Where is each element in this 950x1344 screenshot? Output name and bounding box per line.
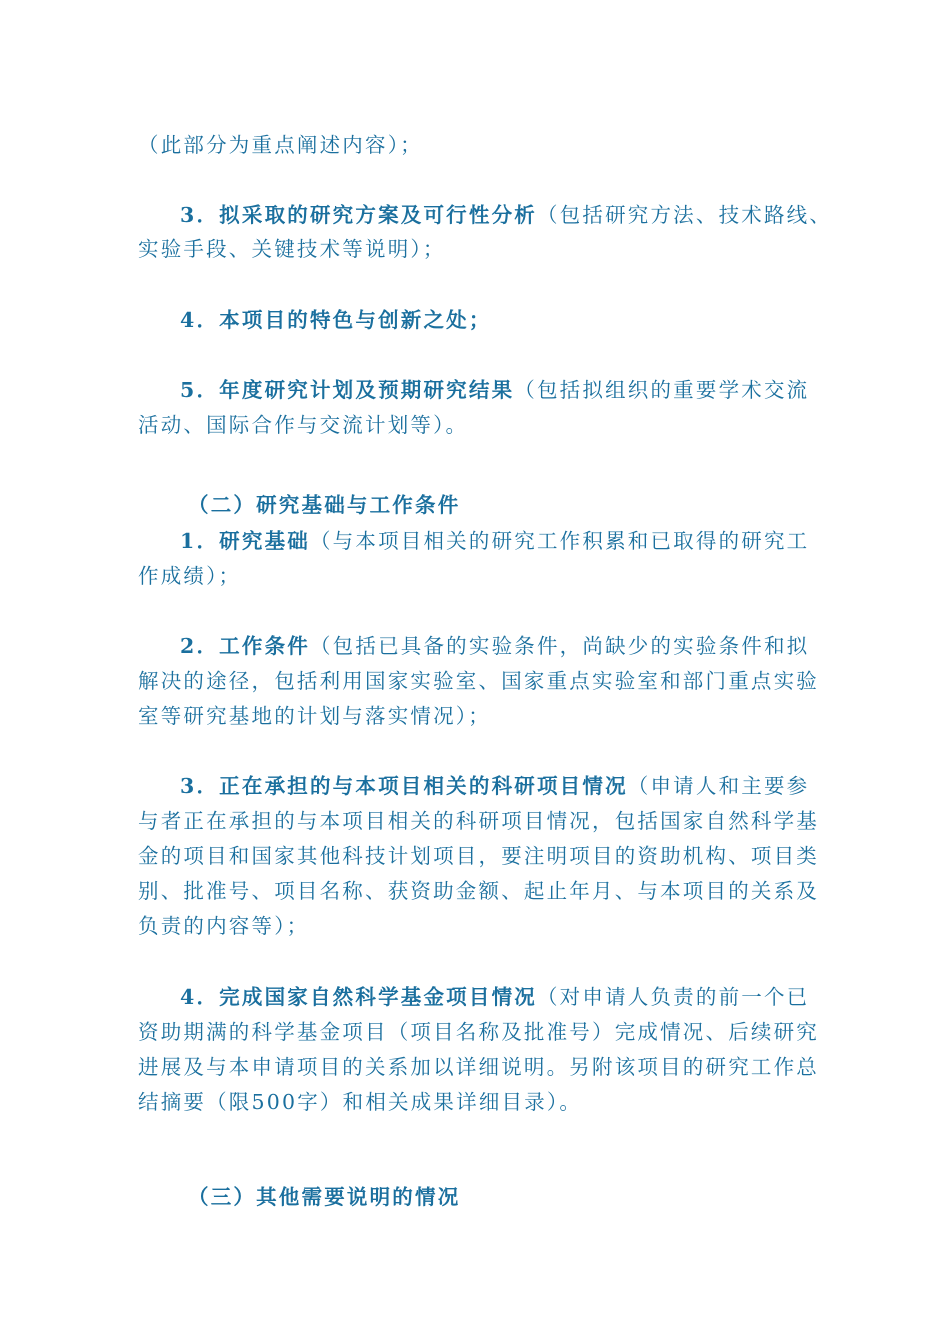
text-line: 别、批准号、项目名称、获资助金额、起止年月、与本项目的关系及 bbox=[138, 879, 819, 903]
text-line: 解决的途径，包括利用国家实验室、国家重点实验室和部门重点实验 bbox=[138, 669, 819, 693]
basis-1-desc: （与本项目相关的研究工作积累和已取得的研究工 bbox=[309, 529, 810, 553]
basis-3-heading: 3．正在承担的与本项目相关的科研项目情况 bbox=[180, 774, 628, 798]
item-5-line bbox=[180, 373, 822, 407]
item-4-heading: 4．本项目的特色与创新之处； bbox=[180, 308, 492, 332]
item-3-heading: 3．拟采取的研究方案及可行性分析 bbox=[180, 203, 537, 227]
text-line: 资助期满的科学基金项目（项目名称及批准号）完成情况、后续研究 bbox=[138, 1020, 819, 1044]
text-line: （此部分为重点阐述内容）； bbox=[138, 133, 423, 157]
text-line: 作成绩）； bbox=[138, 564, 242, 588]
basis-1-line bbox=[180, 524, 822, 558]
text-line: 与者正在承担的与本项目相关的科研项目情况，包括国家自然科学基 bbox=[138, 809, 819, 833]
basis-2-heading: 2．工作条件 bbox=[180, 634, 310, 658]
basis-3-desc: （申请人和主要参 bbox=[627, 774, 810, 798]
item-5-desc: （包括拟组织的重要学术交流 bbox=[514, 378, 810, 402]
text-line: 室等研究基地的计划与落实情况）； bbox=[138, 704, 491, 728]
text-line: 负责的内容等）； bbox=[138, 914, 310, 938]
basis-2-line bbox=[180, 629, 822, 663]
item-5-heading: 5．年度研究计划及预期研究结果 bbox=[180, 378, 515, 402]
basis-2-desc: （包括已具备的实验条件，尚缺少的实验条件和拟 bbox=[309, 634, 810, 658]
item-3-desc: （包括研究方法、技术路线、 bbox=[536, 203, 833, 227]
text-line: 活动、国际合作与交流计划等）。 bbox=[138, 413, 469, 437]
section-3-heading: （三）其他需要说明的情况 bbox=[188, 1185, 461, 1209]
text-line: 结摘要（限500字）和相关成果详细目录）。 bbox=[138, 1090, 583, 1114]
basis-1-heading: 1．研究基础 bbox=[180, 529, 310, 553]
text-line: 金的项目和国家其他科技计划项目，要注明项目的资助机构、项目类 bbox=[138, 844, 819, 868]
basis-4-desc: （对申请人负责的前一个已 bbox=[536, 985, 810, 1009]
item-3-line bbox=[180, 198, 833, 232]
text-line: 实验手段、关键技术等说明）； bbox=[138, 237, 446, 261]
basis-4-heading: 4．完成国家自然科学基金项目情况 bbox=[180, 985, 537, 1009]
section-2-heading: （二）研究基础与工作条件 bbox=[188, 493, 461, 517]
text-line: 进展及与本申请项目的关系加以详细说明。另附该项目的研究工作总 bbox=[138, 1055, 819, 1079]
basis-4-line bbox=[180, 980, 822, 1014]
basis-3-line bbox=[180, 769, 822, 803]
